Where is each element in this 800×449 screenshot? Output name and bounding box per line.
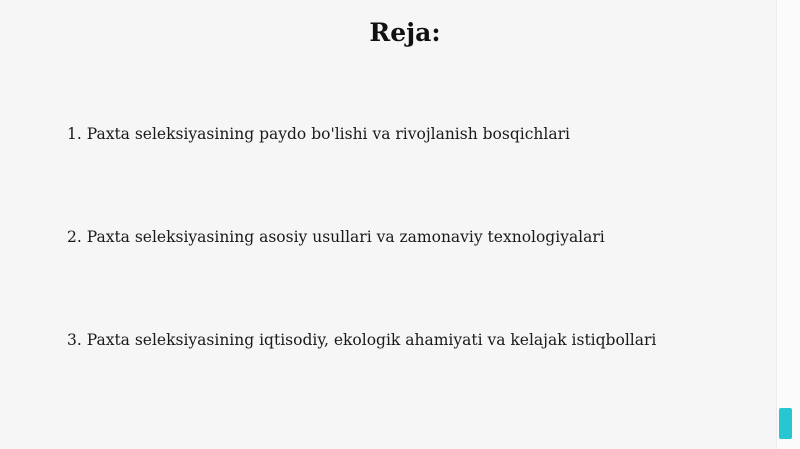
plan-item-text: Paxta seleksiyasining asosiy usullari va zamonaviy texnologiyalari xyxy=(86,228,605,246)
plan-item-text: Paxta seleksiyasining paydo bo'lishi va rivojlanish bosqichlari xyxy=(86,125,570,143)
plan-item xyxy=(67,124,570,144)
scrollbar-thumb[interactable] xyxy=(779,408,792,439)
plan-item xyxy=(67,330,656,350)
plan-item-number: 2. xyxy=(67,228,82,246)
plan-item xyxy=(67,227,605,247)
plan-item-number: 3. xyxy=(67,331,82,349)
plan-item-number: 1. xyxy=(67,125,82,143)
plan-item-text: Paxta seleksiyasining iqtisodiy, ekologik ahamiyati va kelajak istiqbollari xyxy=(86,331,657,349)
slide-title: Reja: xyxy=(369,18,441,47)
scrollbar-track[interactable] xyxy=(776,0,800,449)
